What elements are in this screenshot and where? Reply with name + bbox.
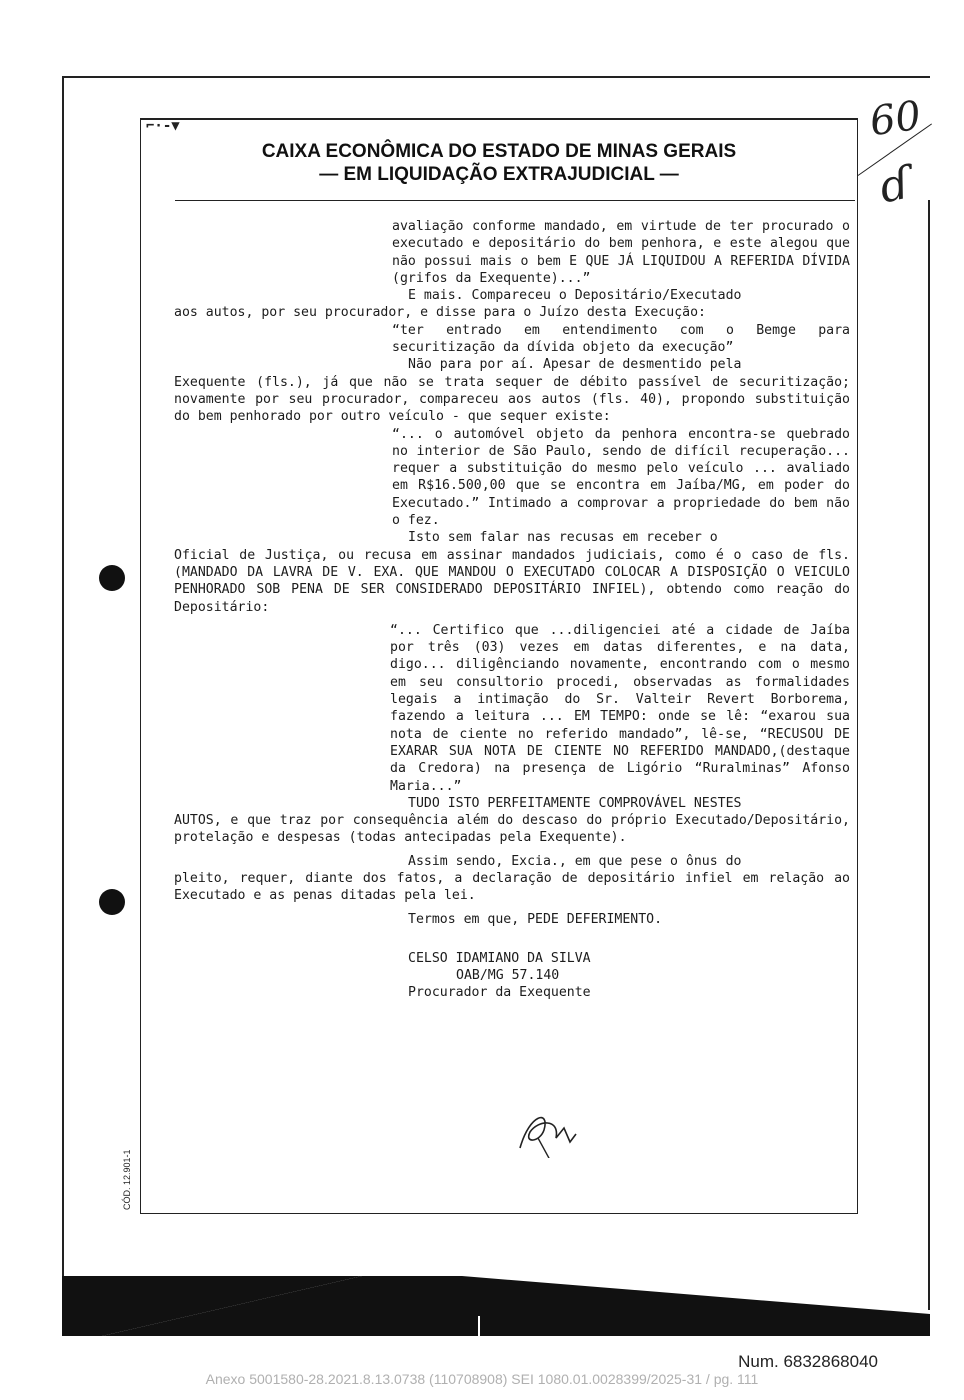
punch-hole [99,889,125,915]
signature-scribble [510,1108,590,1158]
paragraph [174,529,850,615]
signer-role: Procurador da Exequente [408,985,591,1001]
quote-block: avaliação conforme mandado, em virtude de ter procurado o executado e depositário do bem penhora, e este alegou que não possui mais o bem E QUE JÁ LIQUIDOU A REFERIDA DÍVIDA (grifos da Exequente)...” [392,219,850,286]
header-rule [175,200,855,201]
letterhead-line1: CAIXA ECONÔMICA DO ESTADO DE MINAS GERAIS [261,141,737,162]
letterhead [140,140,858,186]
letterhead-line2: — EM LIQUIDAÇÃO EXTRAJUDICIAL — [319,164,679,185]
paragraph-first-line: TUDO ISTO PERFEITAMENTE COMPROVÁVEL NESTES [408,795,742,811]
paragraph [174,356,850,425]
paragraph-rest: pleito, requer, diante dos fatos, a declaração de depositário infiel em relação ao Executado e as penas ditadas pela lei. [174,870,850,904]
closing-line: Termos em que, PEDE DEFERIMENTO. [408,911,663,927]
paragraph-rest: Exequente (fls.), já que não se trata sequer de débito passível de securitização; novamente por seu procurador, compareceu aos autos (fls. 40), propondo substituição do bem penhorado por outro veículo - que sequer existe: [174,374,850,425]
paragraph-rest: AUTOS, e que traz por consequência além do descaso do próprio Executado/Depositário, protelação e despesas (todas antecipadas pela Exequente). [174,813,850,846]
signer-name: CELSO IDAMIANO DA SILVA [408,950,591,966]
footer-reference: Anexo 5001580-28.2021.8.13.0738 (110708908) SEI 1080.01.0028399/2025-31 / pg. 111 [205,1371,759,1387]
signer-oab: OAB/MG 57.140 [456,968,560,984]
punch-hole [99,565,125,591]
scan-border-left [62,76,64,1276]
paragraph-first-line: Isto sem falar nas recusas em receber o [408,530,718,546]
paragraph-rest: aos autos, por seu procurador, e disse para o Juízo desta Execução: [174,305,706,321]
quote-block: “ter entrado em entendimento com o Bemge para securitização da dívida objeto da execução” [392,322,850,356]
document-body [174,218,850,1002]
scan-shadow-strip [62,1276,930,1336]
scan-border-top [62,76,930,78]
paragraph-first-line: E mais. Compareceu o Depositário/Executado [408,288,742,304]
paragraph-rest: Oficial de Justiça, ou recusa em assinar mandados judiciais, como é o caso de fls. (MANDADO DA LAVRA DE V. EXA. QUE MANDOU O EXECUTADO COLOCAR A DISPOSIÇÃO O VEICULO PENHORADO SOB PENA DE SER CONSIDERADO DEPOSITÁRIO INFIEL), obtendo como reação do Depositário: [174,547,850,615]
paragraph [174,795,850,847]
paragraph-first-line: Não para por aí. Apesar de desmentido pela [408,357,742,373]
paragraph-first-line: Assim sendo, Excia., em que pese o ônus do [408,853,742,869]
corner-mark: ⌐·-▼ [146,118,180,134]
handwritten-initial: ɗ [875,157,916,214]
scan-border-right [928,200,930,1310]
signature-block [408,934,850,1002]
handwritten-page-number: 60 [867,92,924,146]
paragraph [174,287,850,322]
quote-block: “... o automóvel objeto da penhora encontra-se quebrado no interior de São Paulo, sendo de difícil recuperação... requer a substituição do mesmo pelo veículo ... avaliado em R$16.500,00 que se encontra em Jaíba/MG, em poder do Executado.” Intimado a comprovar a propriedade do bem não o fez. [392,426,850,529]
quote-block: “... Certifico que ...diligenciei até a cidade de Jaíba por três (03) vezes em datas diferentes, e na data, digo... diligênciando novamente, encontrando com o mesmo em seu consultorio procedi, observadas as formalidades legais a intimação do Sr. Valteir Revert Borborema, fazendo a leitura ... EM TEMPO: onde se lê: “exarou sua nota de ciente no referido mandado”, lê-se, “RECUSOU DE EXARAR SUA NOTA DE CIENTE NO REFERIDO MANDADO,(destaque da Credora) na presença de Ligório “Ruralminas” Afonso Maria...” [390,622,850,794]
paragraph [174,853,850,905]
form-code: CÓD. 12.901-1 [122,1149,132,1210]
document-number: Num. 6832868040 [738,1352,878,1371]
